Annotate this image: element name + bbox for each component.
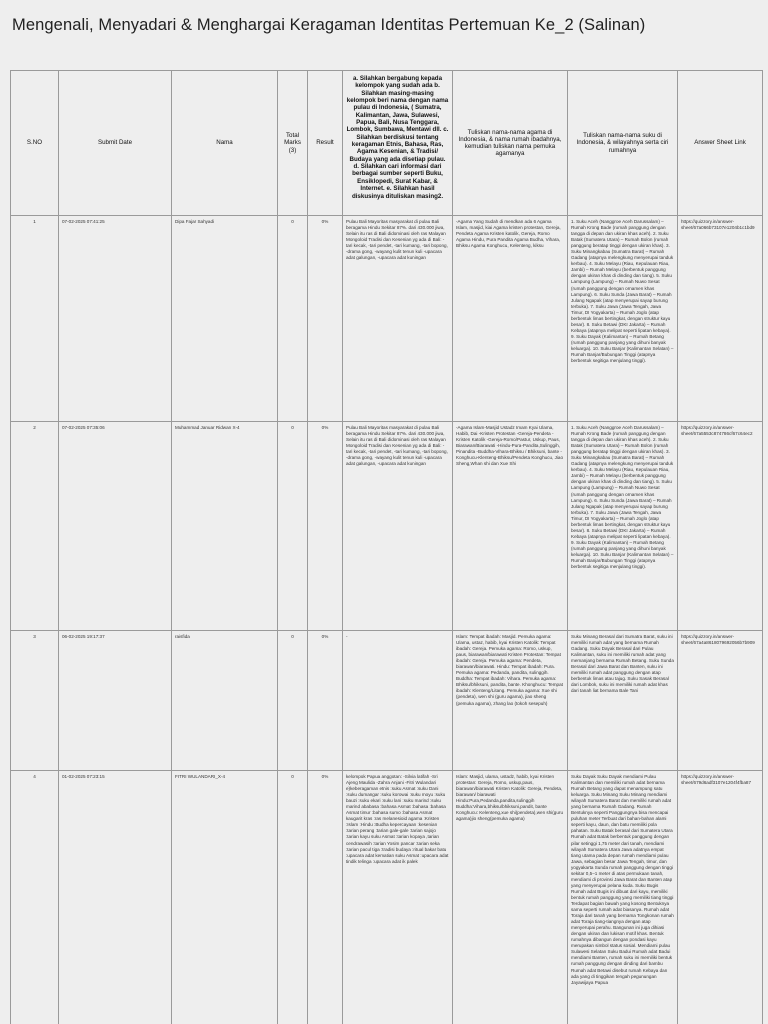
cell-answer-1: Pulau Bali Mayoritas masyarakat di pulau Bali beragama Hindu Sekitar 87%. dari 430.000 jiwa, Selain itu ras di Bali didominasi oleh ras Malayan Mongoloid Tradisi dan Kesenian yg ada di Bali: -tari kecak, -tari pendet, -tari kumang, -tari bopong, -drama gong, -wayang kulit tenun kuli -upacara adat galungan, -upacara adat kuningan [343, 216, 453, 422]
cell-answer-link[interactable]: https://quizzory.in/answer-sheet/679d6adf3107e1204f4fba87 [678, 771, 763, 1024]
header-row [11, 71, 763, 216]
header-name: Nama [172, 71, 278, 216]
cell-answer-3: Suku Minang Berasal dari Sumatra Barat, suku ini memiliki rumah adat yang bernama Rumah Gadang. Suku Dayak Berasal dari Pulau Kalimantan, suku ini memiliki rumah adat yang memanjang bernama Rumah Betang. Suku Sunda Berasal dari Jawa Barat dan Banten, suku ini memiliki rumah adat panggung dengan atap berbentuk limas atau tajug. Suku Sasak Berasal dari Lombok, suku ini memiliki rumah adat khas dari tanah liat bernama Bale Tani [568, 631, 678, 771]
cell-result: 0% [308, 631, 343, 771]
cell-answer-2: -Agama Islam-Masjid Ustadz Imam Kyai Ulama, Habib, Dai -Kristen Protestan -Gereja-Pendeta -Kristen Katolik -Gereja-Romo/Pastur, Uskup, Paus, Biarawan/Biarawati -Hindu-Pura-Pandita,Sulinggih, Pinandita -Buddha-Vihara-Bhiksu / Bhiksuni, bante -Konghucu-Klenteng-Bhiksu/Pendeta Konghucu, Jiao Sheng,Whan shi dan Xue Shi [453, 422, 568, 631]
responses-table [10, 70, 763, 1024]
table-row [11, 422, 763, 631]
cell-name: Dipa Fajar Sahyadi [172, 216, 278, 422]
cell-submit-date: 01-02-2025 07:23:15 [59, 771, 172, 1024]
cell-answer-2: Islam: Tempat ibadah: Masjid. Pemuka agama: Ulama, ustaz, habib, kyai Kristen Katolik: Tempat ibadah: Gereja. Pemuka agama: Romo, uskup, paus, biarawan/biarawati Kristen Protestan: Tempat ibadah: Gereja. Pemuka agama: Pendeta, biarawan/biarawati. Hindu: Tempat ibadah: Pura. Pemuka agama: Pedanda, pandita, sulinggih. Buddha: Tempat ibadah: Vihara. Pemuka agama: Bhiksu/bhiksuni, pandita, bante. Khonghucu: Tempat ibadah: Klenteng/Litang. Pemuka agama: Xue shi (pendeta), wen shi (guru agama), jiao sheng (pemuka agama), zhang lao (tokoh sesepuh) [453, 631, 568, 771]
cell-total-marks: 0 [278, 216, 308, 422]
cell-answer-3: 1. Suku Aceh (Nanggroe Aceh Darussalam) – Rumah Krong Bade (rumah panggung dengan tangga di depan dan ukiran khas aceh). 2. Suku Batak (Sumatera Utara) – Rumah Bolon (rumah panggung beratap tinggi dengan ukiran khas). 3. Suku Minangkabau (Sumatra Barat) – Rumah Gadang (atapnya melengkung menyerupai tanduk kerbau). 4. Suku Melayu (Riau, Kepulauan Riau, Jambi) – Rumah Melayu (berbentuk panggung dengan ukiran khas di dinding dan tiang). 5. Suku Lampung (Lampung) – Rumah Nuwo Sesat (rumah panggung dengan ornamen khas Lampung). 6. Suku Sunda (Jawa Barat) – Rumah Julang Ngapak (atap menyerupai sayap burung terbuka). 7. Suku Jawa (Jawa Tengah, Jawa Timur, DI Yogyakarta) – Rumah Joglo (atap berbentuk limas bertingkat, dengan struktur kayu besar). 8. Suku Betawi (DKI Jakarta) – Rumah Kebaya (atapnya melipat seperti lipatan kebaya). 9. Suku Dayak (Kalimantan) – Rumah Betang (rumah panggung panjang yang dihuni banyak keluarga). 10. Suku Banjar (Kalimantan Selatan) – Rumah Banjar/Bubungan Tinggi (atapnya berbentuk segitiga menjulang tinggi). [568, 216, 678, 422]
cell-total-marks: 0 [278, 422, 308, 631]
table-row [11, 216, 763, 422]
cell-name: FITRI WULANDARI_X-4 [172, 771, 278, 1024]
cell-answer-1: kelompok Papua anggotan: -Silvia latifah -Sri Ajeng Maulida -Zahra Anjani -Fitri Wulandari e)keberagaman etnis :suku Asmat :suku Dani :suku dumangar :suku korowai :suku moyu :suku bauzi :suku ekari :suku lani :suku marind :suku marind ababasa :bahasa Asmat :bahasa :bahasa Asmat timur :bahasa sumo :bahasa Asmat kaugarit kras :ras melanesioid agama :Kristen :Islam :Hindu :Budha kepercayaan :kesenian :tarian perang :tarian gale-gale :tarian sajojo :tarian kayu suku Asmat :tarian kopaya ,tarian cendrawasih :tarian Yosim pancar :tarian seka :tarian pacul tiga :tradisi budaya :ritual bakar batu :upacara adat kematian suku Asmat :upacara adat tindik telinga :upacara adat ik palek [343, 771, 453, 1024]
cell-name: Muhammad Januar Ridwan X-4 [172, 422, 278, 631]
table-row [11, 631, 763, 771]
header-result: Result [308, 71, 343, 216]
cell-result: 0% [308, 216, 343, 422]
header-sno: S.NO [11, 71, 59, 216]
header-total-marks: Total Marks (3) [278, 71, 308, 216]
header-question-3: Tuliskan nama-nama suku di Indonesia, & wilayahnya serta ciri rumahnya [568, 71, 678, 216]
header-submit-date: Submit Date [59, 71, 172, 216]
cell-answer-3: 1. Suku Aceh (Nanggroe Aceh Darussalam) – Rumah Krong Bade (rumah panggung dengan tangga di depan dan ukiran khas aceh). 2. Suku Batak (Sumatera Utara) – Rumah Bolon (rumah panggung beratap tinggi dengan ukiran khas). 3. Suku Minangkabau (Sumatra Barat) – Rumah Gadang (atapnya melengkung menyerupai tanduk kerbau). 4. Suku Melayu (Riau, Kepulauan Riau, Jambi) – Rumah Melayu (berbentuk panggung dengan ukiran khas di dinding dan tiang). 5. Suku Lampung (Lampung) – Rumah Nuwo Sesat (rumah panggung dengan ornamen khas Lampung). 6. Suku Sunda (Jawa Barat) – Rumah Julang Ngapak (atap menyerupai sayap burung terbuka). 7. Suku Jawa (Jawa Tengah, Jawa Timur, DI Yogyakarta) – Rumah Joglo (atap berbentuk limas bertingkat, dengan struktur kayu besar). 8. Suku Betawi (DKI Jakarta) – Rumah Kebaya (atapnya melipat seperti lipatan kebaya). 9. Suku Dayak (Kalimantan) – Rumah Betang (rumah panggung panjang yang dihuni banyak keluarga). 10. Suku Banjar (Kalimantan Selatan) – Rumah Banjar/Bubungan Tinggi (atapnya berbentuk segitiga menjulang tinggi). [568, 422, 678, 631]
header-question-1: a. Silahkan bergabung kepada kelompok yang sudah ada b. Silahkan masing-masing kelompok beri nama dengan nama pulau di Indonesia, ( Sumatra, Kalimantan, Jawa, Sulawesi, Papua, Bali, Nusa Tenggara, Lombok, Sumbawa, Mentawi dll. c. Silahkan berdiskusi tentang keragaman Etnis, Bahasa, Ras, Agama Kesenian, & Tradisi/ Budaya yang ada disetiap pulau. d. Silahkan cari informasi dari berbagai sumber seperti Buku, Ensiklopedi, Surat Kabar, & Internet. e. Silahkan hasil diskusinya dituliskan masing2. [343, 71, 453, 216]
cell-sno: 3 [11, 631, 59, 771]
cell-result: 0% [308, 422, 343, 631]
cell-total-marks: 0 [278, 771, 308, 1024]
cell-result: 0% [308, 771, 343, 1024]
cell-answer-1: Pulau Bali Mayoritas masyarakat di pulau Bali beragama Hindu Sekitar 87%. dari 430.000 jiwa, Selain itu ras di Bali didominasi oleh ras Malayan Mongoloid Tradisi dan Kesenian yg ada di Bali: -tari kecak, -tari pendet, -tari kumang, -tari bopong, -drama gong, -wayang kulit tenun kuli -upacara adat galungan, -upacara adat kuningan [343, 422, 453, 631]
table-row [11, 771, 763, 1024]
cell-sno: 1 [11, 216, 59, 422]
cell-sno: 4 [11, 771, 59, 1024]
cell-total-marks: 0 [278, 631, 308, 771]
cell-answer-2: -Agama Yang Sudah di mendkan ada 6 Agama Islam, masjid, kiai Agama kristen protestan, Gereja, Pendeta Agama Kristen katolik, Gereja, Romo Agama Hindu, Pura Pandita Agama Budha, Vihara, Bhiksu Agama Konghucu, Kelenteng, kiksu [453, 216, 568, 422]
cell-submit-date: 07-02-2025 07:41:25 [59, 216, 172, 422]
header-question-2: Tuliskan nama-nama agama di Indonesia, & nama rumah ibadahnya, kemudian tuliskan nama pemuka agamanya [453, 71, 568, 216]
cell-submit-date: 06-02-2025 19:17:37 [59, 631, 172, 771]
cell-answer-1: - [343, 631, 453, 771]
cell-submit-date: 07-02-2025 07:35:06 [59, 422, 172, 631]
page-title: Mengenali, Menyadari & Menghargai Keragaman Identitas Pertemuan Ke_2 (Salinan) [12, 16, 646, 34]
cell-answer-link[interactable]: https://quizzory.in/answer-sheet/67a066b73107e1204b1c1bd9 [678, 216, 763, 422]
cell-answer-2: Islam: Masjid, ulama, ustadz, habib, kyai Kristen protestan: Gereja, Romo, uskup,paus, biarawan/biarawati Kristen Katolik: Gereja, Pendeta, biarawan/ biarawati Hindu:Pura,Pedanda,pandita,sulinggih Buddha:Vihara,bhiksu/bhiksuni,pandit, bante Konghucu: Kelenteng,xue shi(pendeta),wen shi(guru agama)jio sheng(pemuka agama) [453, 771, 568, 1024]
cell-name: raisfida [172, 631, 278, 771]
cell-answer-3: Suku Dayak Suku Dayak mendiami Pulau Kalimantan dan memiliki rumah adat bernama Rumah Betang yang dapat menampung satu keluarga. Suku Minang Suku Minang mendiami wilayah Sumatera Barat dan memiliki rumah adat yang bernama Rumah Gadang. Rumah Bentuknya seperti Panggungnya bisa mencapai puluhan meter Terbuat dari bahan-bahan alami seperti kayu, daun, dan batu memiliki pola pahatan. Suku Batak berasal dari Sumatera Utara Rumah adat Batak berbentuk panggung dengan pilar setinggi 1,75 meter dari tanah, mendiami wilayah Sumatera Utara Jawa adatnya empat tiang utama pada depan rumah mendiami pulau Jawa, sebagian besar Jawa Tengah, timur, dan yogyakarta Sunda rumah panggung dengan tinggi sekitar 0,5–1 meter di atas permukaan tanah, mendiami di provinsi Jawa Barat dan Banten atap yang menyerupai pelana kuda. Suku Bugis Rumah adat Bugis ini dibuat dari kayu, memiliki bentuk rumah panggung yang memiliki tiang tinggi Terdapat bagian bawah yang kosong Bentuknya sama seperti rumah adat biasanya. Rumah adat Toraja dari tanah yang bernama Tongkonan rumah adat Toraja tiang-tiangnya dengan atap menyerupai perahu. Bangunan ini juga dihiasi dengan ukiran dan lukisan motif khas. Bentuk rumahnya dibangun dengan pondasi kayu merupakan simbol status sosial. Mendiami pulau Sulawesi Selatan Suku Badui Rumah adat Badui mendiami Banten, rumah suku ini memiliki bentuk rumah panggung dengan dinding dari bambu Rumah adat Betawi disebut rumah Kebaya dan ada yang di tinggikan tengah pegunungan Jayawijaya Papua [568, 771, 678, 1024]
cell-answer-link[interactable]: https://quizzory.in/answer-sheet/67a4a8618079692056b7b909 [678, 631, 763, 771]
cell-sno: 2 [11, 422, 59, 631]
header-answer-link: Answer Sheet Link [678, 71, 763, 216]
cell-answer-link[interactable]: https://quizzory.in/answer-sheet/67a5553c874786cf67c64ec2 [678, 422, 763, 631]
